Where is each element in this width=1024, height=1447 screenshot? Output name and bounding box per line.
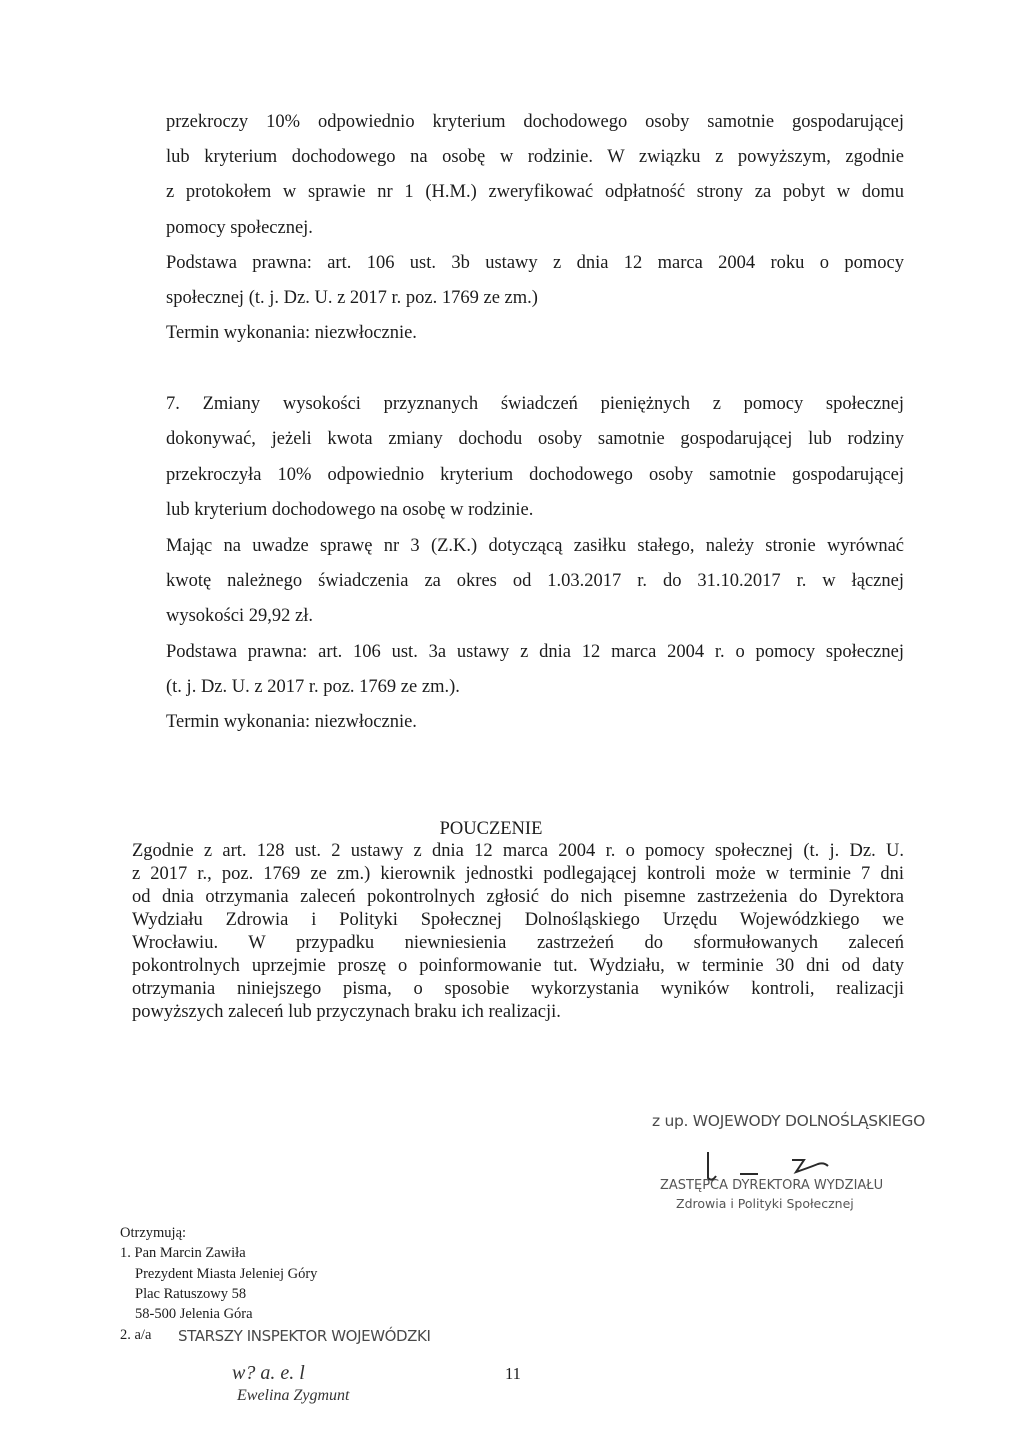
legal-basis: (t. j. Dz. U. z 2017 r. poz. 1769 ze zm.).: [166, 677, 460, 697]
page-number: 11: [505, 1364, 521, 1383]
text-line: Mając na uwadze sprawę nr 3 (Z.K.) dotyczącą zasiłku stałego, należy stronie wyrównać: [166, 536, 904, 556]
text-line: wysokości 29,92 zł.: [166, 606, 313, 626]
stamp-line: Zdrowia i Polityki Społecznej: [676, 1196, 854, 1211]
pouczenie-line: od dnia otrzymania zaleceń pokontrolnych zgłosić do nich pisemne zastrzeżenia do Dyrektora: [132, 887, 904, 907]
recipient-item: Plac Ratuszowy 58: [135, 1286, 247, 1302]
text-line: kwotę należnego świadczenia za okres od 1.03.2017 r. do 31.10.2017 r. w łącznej: [166, 571, 904, 591]
recipient-item: 2. a/a: [120, 1327, 152, 1343]
pouczenie-line: powyższych zaleceń lub przyczynach braku ich realizacji.: [132, 1002, 561, 1022]
pouczenie-line: Wydziału Zdrowia i Polityki Społecznej Dolnośląskiego Urzędu Wojewódzkiego we: [132, 910, 904, 930]
legal-basis: Podstawa prawna: art. 106 ust. 3b ustawy z dnia 12 marca 2004 roku o pomocy: [166, 253, 904, 273]
stamp-line: z up. WOJEWODY DOLNOŚLĄSKIEGO: [652, 1112, 926, 1130]
pouczenie-line: pokontrolnych uprzejmie proszę o poinformowanie tut. Wydziału, w terminie 30 dni od daty: [132, 956, 904, 976]
pouczenie-line: Zgodnie z art. 128 ust. 2 ustawy z dnia 12 marca 2004 r. o pomocy społecznej (t. j. Dz. U.: [132, 841, 904, 861]
text-line: lub kryterium dochodowego na osobę w rodzinie.: [166, 500, 534, 520]
recipient-item: Prezydent Miasta Jeleniej Góry: [135, 1266, 318, 1282]
recipients-heading: Otrzymują:: [120, 1225, 187, 1241]
deadline: Termin wykonania: niezwłocznie.: [166, 323, 417, 343]
text-line: lub kryterium dochodowego na osobę w rodzinie. W związku z powyższym, zgodnie: [166, 147, 904, 167]
text-line: przekroczyła 10% odpowiednio kryterium dochodowego osoby samotnie gospodarującej: [166, 465, 904, 485]
pouczenie-line: z 2017 r., poz. 1769 ze zm.) kierownik jednostki podlegającej kontroli może w terminie 7 dni: [132, 864, 904, 884]
legal-basis: Podstawa prawna: art. 106 ust. 3a ustawy z dnia 12 marca 2004 r. o pomocy społecznej: [166, 642, 904, 662]
legal-basis: społecznej (t. j. Dz. U. z 2017 r. poz. 1769 ze zm.): [166, 288, 538, 308]
text-line: z protokołem w sprawie nr 1 (H.M.) zweryfikować odpłatność strony za pobyt w domu: [166, 182, 904, 202]
text-line: pomocy społecznej.: [166, 218, 313, 238]
recipient-item: 1. Pan Marcin Zawiła: [120, 1245, 246, 1261]
stamp-line: ZASTĘPCA DYREKTORA WYDZIAŁU: [660, 1178, 884, 1193]
inspector-stamp: STARSZY INSPEKTOR WOJEWÓDZKI: [178, 1327, 431, 1345]
signatory-name: Ewelina Zygmunt: [237, 1387, 350, 1404]
section-7-heading-line: 7. Zmiany wysokości przyznanych świadczeń pieniężnych z pomocy społecznej: [166, 394, 904, 414]
pouczenie-line: Wrocławiu. W przypadku niewniesienia zastrzeżeń do sformułowanych zaleceń: [132, 933, 904, 953]
handwritten-signature: w? a. e. l: [232, 1362, 305, 1384]
pouczenie-heading: POUCZENIE: [439, 819, 543, 839]
pouczenie-line: otrzymania niniejszego pisma, o sposobie wykorzystania wyników kontroli, realizacji: [132, 979, 904, 999]
recipient-item: 58-500 Jelenia Góra: [135, 1306, 253, 1322]
deadline: Termin wykonania: niezwłocznie.: [166, 712, 417, 732]
text-line: dokonywać, jeżeli kwota zmiany dochodu osoby samotnie gospodarującej lub rodziny: [166, 429, 904, 449]
text-line: przekroczy 10% odpowiednio kryterium dochodowego osoby samotnie gospodarującej: [166, 112, 904, 132]
